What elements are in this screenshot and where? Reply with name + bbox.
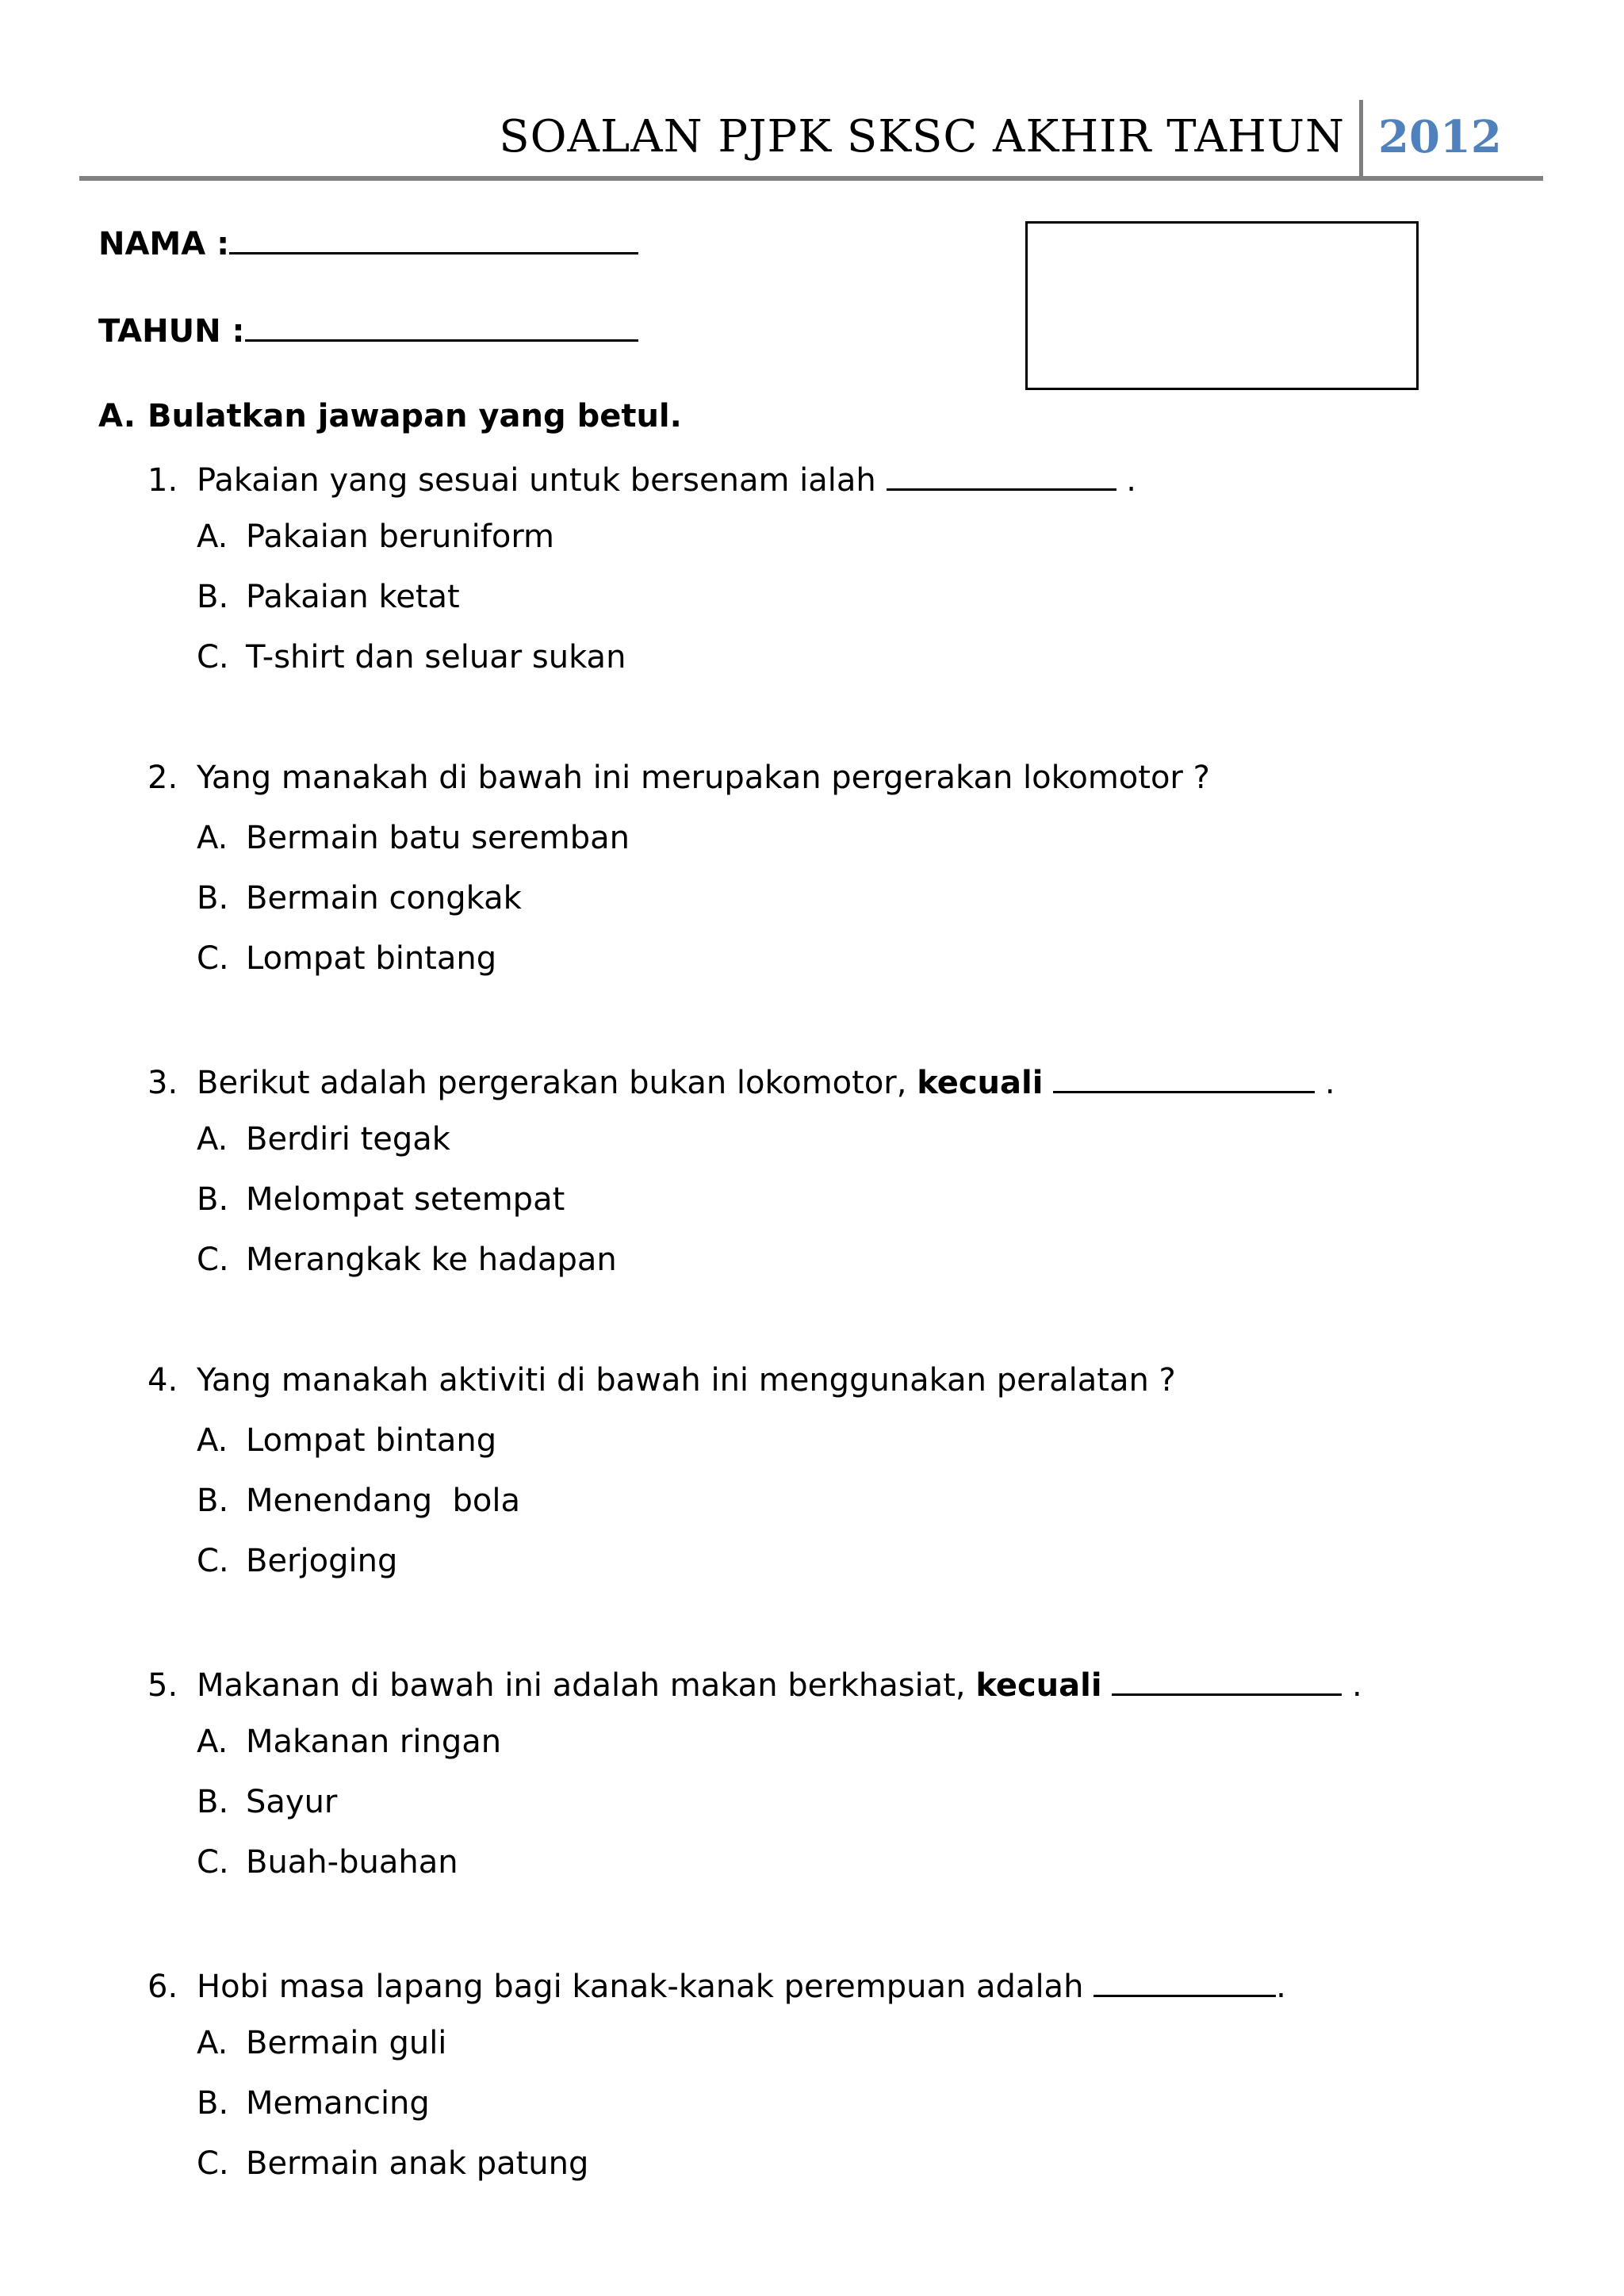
option-letter: A. [197, 2025, 228, 2061]
option-2a[interactable] [197, 818, 630, 858]
option-letter: C. [197, 1242, 229, 1278]
option-4c[interactable] [197, 1541, 397, 1581]
section-instruction-text: Bulatkan jawapan yang betul. [147, 398, 682, 434]
option-letter: A. [197, 1121, 228, 1158]
question-text: Pakaian yang sesuai untuk bersenam ialah [197, 462, 876, 499]
question-number: 3. [147, 1065, 178, 1101]
option-text: Merangkak ke hadapan [246, 1242, 617, 1278]
option-letter: B. [197, 880, 229, 916]
question-2 [147, 758, 1210, 798]
option-text: Bermain anak patung [246, 2145, 589, 2182]
question-3 [147, 1059, 1335, 1103]
option-4b[interactable] [197, 1481, 520, 1521]
option-letter: C. [197, 1543, 229, 1579]
question-keyword: kecuali [917, 1065, 1044, 1101]
option-letter: A. [197, 1422, 228, 1459]
option-text: Bermain batu seremban [246, 820, 630, 856]
option-3c[interactable] [197, 1240, 617, 1280]
header-separator [1359, 100, 1363, 176]
option-text: Bermain congkak [246, 880, 522, 916]
option-letter: B. [197, 1784, 229, 1820]
tahun-field [98, 308, 638, 351]
question-5 [147, 1662, 1362, 1705]
option-6b[interactable] [197, 2084, 430, 2123]
option-text: Bermain guli [246, 2025, 447, 2061]
question-1 [147, 457, 1136, 500]
question-end: . [1352, 1667, 1362, 1704]
option-letter: C. [197, 2145, 229, 2182]
header-rule [79, 176, 1543, 181]
option-5c[interactable] [197, 1843, 458, 1882]
answer-blank[interactable] [887, 457, 1116, 491]
option-text: Buah-buahan [246, 1844, 458, 1881]
marks-box[interactable] [1025, 221, 1419, 390]
option-text: Pakaian beruniform [246, 519, 555, 555]
question-number: 4. [147, 1362, 178, 1399]
option-text: Pakaian ketat [246, 579, 460, 615]
question-number: 5. [147, 1667, 178, 1704]
option-1a[interactable] [197, 517, 554, 557]
option-1b[interactable] [197, 577, 460, 617]
option-letter: C. [197, 940, 229, 977]
nama-label: NAMA : [98, 226, 230, 262]
question-number: 6. [147, 1969, 178, 2005]
page-title: SOALAN PJPK SKSC AKHIR TAHUN [499, 111, 1345, 163]
question-end: . [1126, 462, 1136, 499]
option-6c[interactable] [197, 2144, 588, 2183]
option-letter: C. [197, 639, 229, 675]
option-text: Lompat bintang [246, 1422, 497, 1459]
option-text: Berdiri tegak [246, 1121, 450, 1158]
option-text: Memancing [246, 2085, 430, 2122]
question-4 [147, 1360, 1176, 1400]
answer-blank[interactable] [1112, 1662, 1342, 1696]
option-3a[interactable] [197, 1119, 450, 1159]
option-letter: C. [197, 1844, 229, 1881]
option-6a[interactable] [197, 2023, 446, 2063]
question-end: . [1276, 1969, 1286, 2005]
section-letter: A. [98, 398, 136, 434]
question-end: . [1324, 1065, 1335, 1101]
question-text: Yang manakah aktiviti di bawah ini menggunakan peralatan ? [197, 1362, 1176, 1399]
option-text: Makanan ringan [246, 1724, 502, 1760]
option-1c[interactable] [197, 637, 626, 677]
option-letter: A. [197, 820, 228, 856]
tahun-input-line[interactable] [245, 308, 638, 342]
option-text: Lompat bintang [246, 940, 497, 977]
answer-blank[interactable] [1053, 1059, 1315, 1093]
option-text: Sayur [246, 1784, 338, 1820]
question-text: Makanan di bawah ini adalah makan berkhasiat, [197, 1667, 966, 1704]
option-letter: A. [197, 519, 228, 555]
option-2b[interactable] [197, 878, 522, 918]
option-5b[interactable] [197, 1782, 337, 1822]
question-number: 1. [147, 462, 178, 499]
option-4a[interactable] [197, 1421, 496, 1460]
header-year: 2012 [1378, 111, 1502, 163]
question-6 [147, 1963, 1286, 2007]
option-letter: B. [197, 2085, 229, 2122]
question-text: Hobi masa lapang bagi kanak-kanak perempuan adalah [197, 1969, 1084, 2005]
nama-field [98, 220, 638, 264]
answer-blank[interactable] [1094, 1963, 1276, 1997]
question-text: Yang manakah di bawah ini merupakan pergerakan lokomotor ? [197, 760, 1210, 796]
option-letter: B. [197, 1181, 229, 1218]
option-text: Berjoging [246, 1543, 398, 1579]
question-keyword: kecuali [975, 1667, 1102, 1704]
nama-input-line[interactable] [229, 220, 638, 254]
option-5a[interactable] [197, 1722, 501, 1762]
question-number: 2. [147, 760, 178, 796]
option-letter: A. [197, 1724, 228, 1760]
option-text: Menendang bola [246, 1483, 520, 1519]
option-letter: B. [197, 1483, 229, 1519]
option-3b[interactable] [197, 1180, 565, 1219]
option-text: Melompat setempat [246, 1181, 565, 1218]
option-text: T-shirt dan seluar sukan [246, 639, 626, 675]
option-2c[interactable] [197, 939, 496, 978]
option-letter: B. [197, 579, 229, 615]
tahun-label: TAHUN : [98, 313, 245, 350]
section-instruction [98, 396, 682, 436]
question-text: Berikut adalah pergerakan bukan lokomotor, [197, 1065, 907, 1101]
